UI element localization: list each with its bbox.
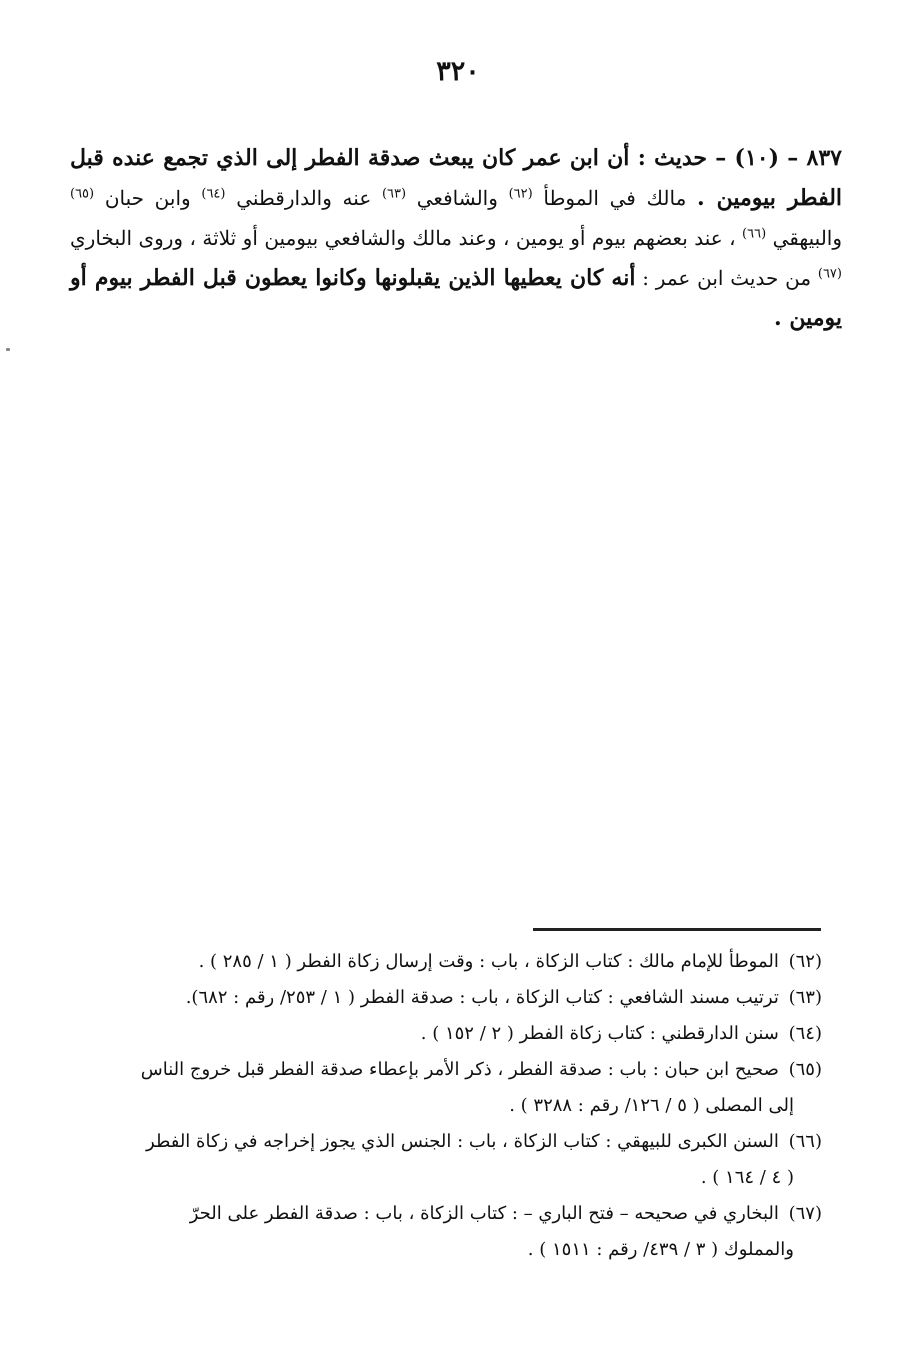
footnote-ref-64[interactable]: (٦٤) xyxy=(201,186,226,202)
page-number: ٣٢٠ xyxy=(436,56,480,87)
hadith-source-malik: مالك في الموطأ xyxy=(543,186,687,210)
footnotes-list xyxy=(60,944,822,1268)
hadith-source-daraqutni: عنه والدارقطني xyxy=(236,186,372,210)
footnote-text: صحيح ابن حبان : باب : صدقة الفطر ، ذكر الأمر بإعطاء صدقة الفطر قبل خروج الناس xyxy=(140,1059,779,1080)
hadith-paragraph xyxy=(70,138,842,338)
footnote-ref-67[interactable]: (٦٧) xyxy=(817,266,842,282)
hadith-source-shafii: والشافعي xyxy=(416,186,498,210)
footnote-continuation: إلى المصلى ( ٥ / ١٢٦/ رقم : ٣٢٨٨ ) . xyxy=(509,1095,794,1116)
footnote-65 xyxy=(60,1052,822,1124)
footnote-63 xyxy=(60,980,822,1016)
footnote-number: (٦٣) xyxy=(788,987,822,1008)
footnote-number: (٦٦) xyxy=(788,1131,822,1152)
scan-speck xyxy=(6,348,10,351)
footnote-66 xyxy=(60,1124,822,1196)
footnote-text: سنن الدارقطني : كتاب زكاة الفطر ( ٢ / ١٥٢ ) . xyxy=(420,1023,779,1044)
footnote-ref-62[interactable]: (٦٢) xyxy=(508,186,533,202)
footnote-ref-66[interactable]: (٦٦) xyxy=(742,226,767,242)
hadith-source-ibn-hibban: وابن حبان xyxy=(104,186,191,210)
footnote-62 xyxy=(60,944,822,980)
hadith-closing: أنه كان يعطيها الذين يقبلونها وكانوا يعطون قبل الفطر بيوم أو يومين . xyxy=(70,265,842,331)
footnote-number: (٦٤) xyxy=(788,1023,822,1044)
hadith-source-bayhaqi: والبيهقي xyxy=(772,226,843,250)
footnote-ref-65[interactable]: (٦٥) xyxy=(70,186,95,202)
hadith-heading: ٨٣٧ – (١٠) – حديث : أن ابن عمر كان يبعث صدقة الفطر إلى الذي تجمع عنده قبل الفطر بيومين . xyxy=(70,145,843,211)
footnote-number: (٦٧) xyxy=(788,1203,822,1224)
footnote-text: السنن الكبرى للبيهقي : كتاب الزكاة ، باب : الجنس الذي يجوز إخراجه في زكاة الفطر xyxy=(146,1131,779,1152)
footnote-67 xyxy=(60,1196,822,1268)
hadith-bukhari-intro: من حديث ابن عمر : xyxy=(642,266,812,290)
footnote-continuation: ( ٤ / ١٦٤ ) . xyxy=(700,1167,794,1188)
footnote-number: (٦٥) xyxy=(788,1059,822,1080)
footnote-number: (٦٢) xyxy=(788,951,822,972)
footnote-64 xyxy=(60,1016,822,1052)
hadith-variants: ، عند بعضهم بيوم أو يومين ، وعند مالك والشافعي بيومين أو ثلاثة ، وروى البخاري xyxy=(70,226,736,250)
footnote-divider xyxy=(533,928,821,931)
footnote-ref-63[interactable]: (٦٣) xyxy=(381,186,407,202)
footnote-continuation: والمملوك ( ٣ / ٤٣٩/ رقم : ١٥١١ ) . xyxy=(527,1239,794,1260)
footnote-text: البخاري في صحيحه – فتح الباري – : كتاب الزكاة ، باب : صدقة الفطر على الحرّ xyxy=(189,1203,779,1224)
footnote-text: ترتيب مسند الشافعي : كتاب الزكاة ، باب : صدقة الفطر ( ١ / ٢٥٣/ رقم : ٦٨٢). xyxy=(185,987,779,1008)
footnote-text: الموطأ للإمام مالك : كتاب الزكاة ، باب : وقت إرسال زكاة الفطر ( ١ / ٢٨٥ ) . xyxy=(198,951,779,972)
